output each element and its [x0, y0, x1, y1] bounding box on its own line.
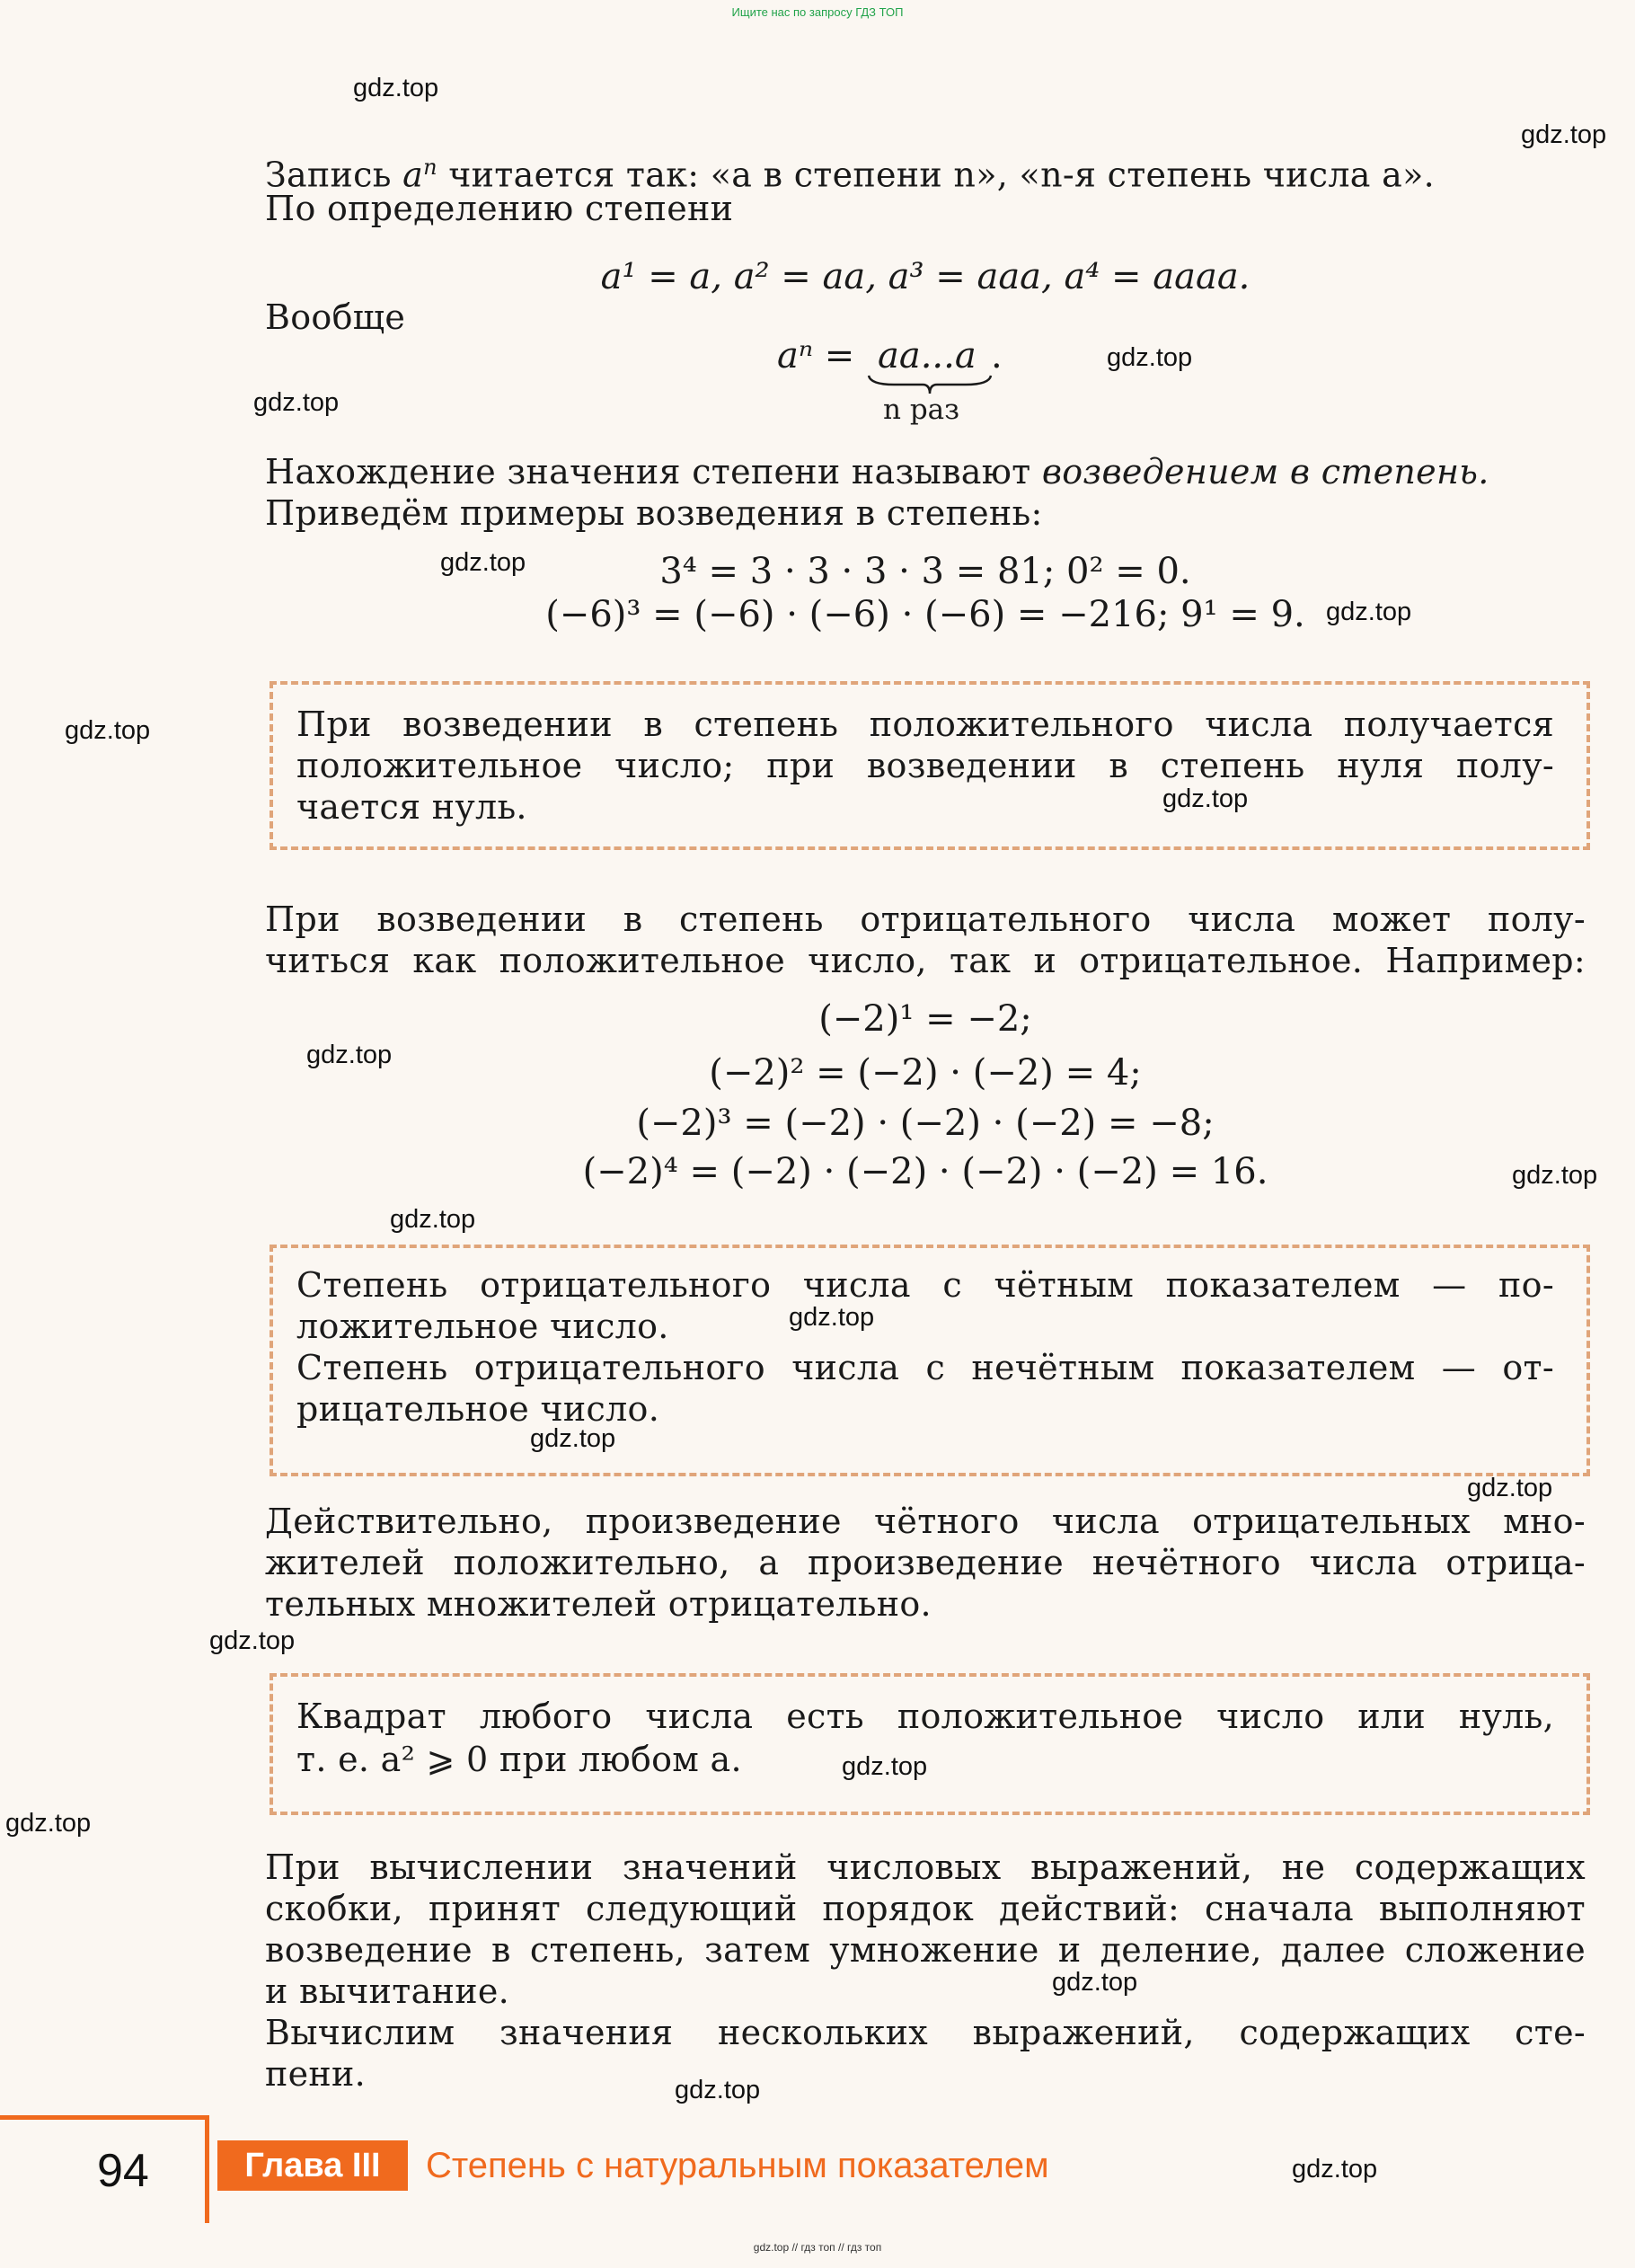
- paragraph-order-1: При вычислении значений числовых выражений, не содержащих: [265, 1847, 1586, 1887]
- formula-definition: a¹ = a, a² = aa, a³ = aaa, a⁴ = aaaa.: [600, 256, 1251, 297]
- watermark: gdz.top: [1292, 2155, 1378, 2184]
- paragraph-examples-intro: Приведём примеры возведения в степень:: [265, 493, 1043, 533]
- rule2-line-1: Степень отрицательного числа с чётным показателем — по-: [296, 1265, 1554, 1305]
- footer-rule-vertical: [205, 2115, 209, 2223]
- negative-example-1: (−2)¹ = −2;: [818, 998, 1032, 1040]
- rule1-line-2: положительное число; при возведении в степень нуля полу-: [296, 746, 1554, 785]
- general-under: n раз: [883, 394, 960, 426]
- rule1-line-3: чается нуль.: [296, 787, 527, 827]
- watermark: gdz.top: [842, 1752, 928, 1781]
- paragraph-proof-2: жителей положительно, а произведение нечётного числа отрица-: [265, 1543, 1586, 1582]
- paragraph-order-4: и вычитание.: [265, 1971, 509, 2011]
- page-number: 94: [97, 2145, 149, 2197]
- underbrace-icon: [867, 374, 993, 395]
- negative-example-3: (−2)³ = (−2) · (−2) · (−2) = −8;: [636, 1103, 1215, 1144]
- paragraph-proof-3: тельных множителей отрицательно.: [265, 1584, 932, 1624]
- general-word: Вообще: [265, 297, 406, 337]
- general-dot: .: [991, 335, 1003, 377]
- watermark: gdz.top: [530, 1424, 616, 1453]
- footer-links[interactable]: gdz.top // гдз топ // гдз топ: [753, 2241, 882, 2254]
- watermark: gdz.top: [253, 388, 340, 417]
- watermark: gdz.top: [65, 716, 151, 745]
- notation-exp: n: [423, 155, 437, 180]
- general-product: aa...a: [878, 335, 977, 377]
- paragraph-calc-1: Вычислим значения нескольких выражений, содержащих сте-: [265, 2013, 1586, 2052]
- watermark: gdz.top: [209, 1626, 296, 1655]
- notation-base: a: [402, 155, 424, 195]
- formula-general: [777, 334, 1083, 433]
- watermark: gdz.top: [1107, 343, 1193, 372]
- watermark: gdz.top: [440, 548, 526, 577]
- watermark: gdz.top: [5, 1809, 92, 1838]
- watermark: gdz.top: [306, 1041, 393, 1069]
- example-line-2: (−6)³ = (−6) · (−6) · (−6) = −216; 9¹ = 9.: [545, 594, 1305, 635]
- example-line-1: 3⁴ = 3 · 3 · 3 · 3 = 81; 0² = 0.: [659, 551, 1191, 592]
- paragraph-definition-intro: По определению степени: [265, 189, 734, 228]
- watermark: gdz.top: [390, 1205, 476, 1234]
- paragraph-order-2: скобки, принят следующий порядок действий: сначала выполняют: [265, 1889, 1586, 1928]
- watermark: gdz.top: [1052, 1968, 1138, 1997]
- watermark: gdz.top: [1162, 784, 1249, 813]
- watermark: gdz.top: [1512, 1161, 1598, 1190]
- paragraph-order-3: возведение в степень, затем умножение и деление, далее сложение: [265, 1930, 1586, 1970]
- notation-post: читается так: «a в степени n», «n-я степень числа a».: [437, 155, 1436, 195]
- general-lhs: aⁿ =: [777, 335, 855, 377]
- paragraph-negative-2: читься как положительное число, так и отрицательное. Например:: [265, 941, 1586, 980]
- footer-rule: [0, 2115, 208, 2120]
- notation-pre: Запись: [265, 155, 403, 195]
- negative-example-4: (−2)⁴ = (−2) · (−2) · (−2) · (−2) = 16.: [582, 1151, 1268, 1192]
- exponentiation-pre: Нахождение значения степени называют: [265, 452, 1042, 492]
- exponentiation-term: возведением в степень.: [1041, 452, 1489, 492]
- rule3-line-2: т. е. a² ⩾ 0 при любом a.: [296, 1740, 742, 1779]
- watermark: gdz.top: [1521, 120, 1607, 149]
- watermark: gdz.top: [789, 1303, 875, 1332]
- rule1-line-1: При возведении в степень положительного числа получается: [296, 704, 1554, 744]
- paragraph-proof-1: Действительно, произведение чётного числа отрицательных мно-: [265, 1502, 1586, 1541]
- paragraph-calc-2: пени.: [265, 2054, 367, 2094]
- rule3-line-1: Квадрат любого числа есть положительное число или нуль,: [296, 1697, 1554, 1736]
- watermark: gdz.top: [1326, 598, 1412, 626]
- header-link[interactable]: Ищите нас по запросу ГДЗ ТОП: [731, 5, 904, 19]
- watermark: gdz.top: [1467, 1474, 1553, 1502]
- chapter-title: Степень с натуральным показателем: [426, 2146, 1049, 2185]
- rule2-line-3: Степень отрицательного числа с нечётным показателем — от-: [296, 1348, 1554, 1387]
- rule2-line-4: рицательное число.: [296, 1389, 660, 1429]
- rule2-line-2: ложительное число.: [296, 1307, 669, 1346]
- paragraph-exponentiation: [265, 451, 1586, 492]
- watermark: gdz.top: [353, 74, 439, 102]
- watermark: gdz.top: [675, 2076, 761, 2104]
- negative-example-2: (−2)² = (−2) · (−2) = 4;: [709, 1052, 1142, 1094]
- chapter-label: Глава III: [217, 2140, 408, 2191]
- paragraph-negative-1: При возведении в степень отрицательного числа может полу-: [265, 899, 1586, 939]
